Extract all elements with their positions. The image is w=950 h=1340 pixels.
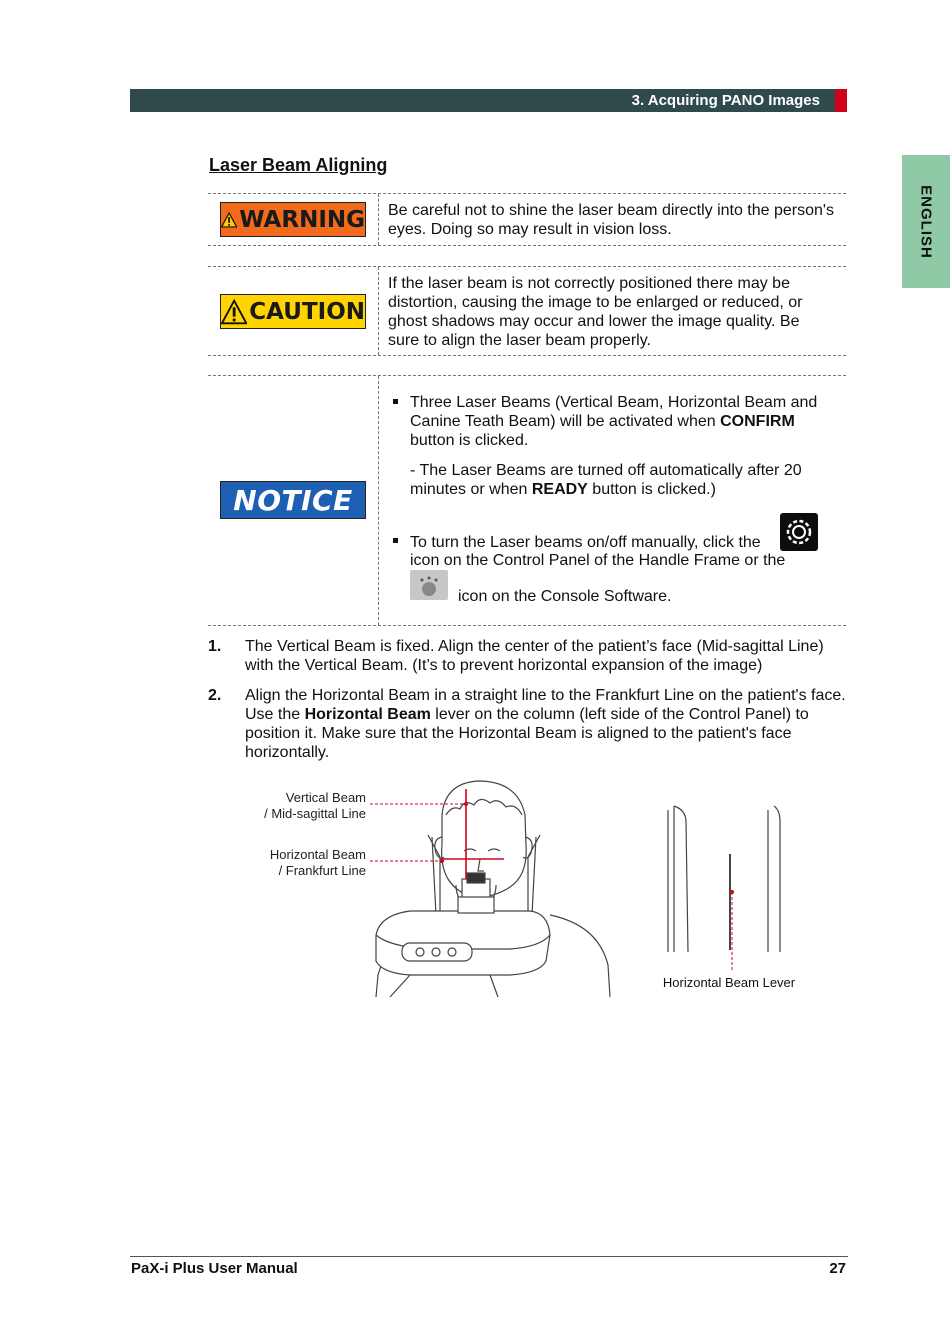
warning-text: Be careful not to shine the laser beam directly into the person's eyes. Doing so may result in vision loss. — [388, 202, 834, 238]
footer-divider — [130, 1256, 848, 1257]
warning-triangle-icon — [221, 206, 237, 234]
warning-badge-label: WARNING — [239, 206, 365, 233]
header-accent — [835, 89, 847, 112]
horizontal-beam-label: Horizontal Beam / Frankfurt Line — [269, 847, 366, 878]
warning-badge — [220, 202, 366, 237]
bullet-icon — [393, 538, 398, 543]
page-number: 27 — [829, 1260, 846, 1277]
patient-positioning-illustration — [370, 775, 615, 1000]
notice-box — [208, 375, 846, 626]
list-item: To turn the Laser beams on/off manually, click the icon on the Control Panel of the Handle Frame or the icon on the Console Software. — [388, 513, 834, 608]
notice-badge — [220, 481, 366, 519]
box-divider — [378, 267, 379, 355]
console-laser-icon — [410, 570, 448, 600]
list-item: 2. Align the Horizontal Beam in a straight line to the Frankfurt Line on the patient's face. Use the Horizontal Beam lever on the column (left side of the Control Panel) to position it. Make sure that the Horizontal Beam is aligned to the patient's face horizontally. — [208, 687, 846, 761]
caution-badge-label: CAUTION — [249, 298, 365, 325]
notice-badge-label: NOTICE — [233, 483, 353, 517]
caution-box — [208, 266, 846, 356]
language-tab — [902, 155, 950, 288]
list-item: 1. The Vertical Beam is fixed. Align the center of the patient’s face (Mid-sagittal Line) with the Vertical Beam. (It’s to prevent horizontal expansion of the image) — [208, 638, 824, 674]
horizontal-beam-lever-label: Horizontal Beam Lever — [662, 975, 796, 990]
box-divider — [378, 194, 379, 245]
section-title: Laser Beam Aligning — [209, 155, 388, 175]
notice-text — [388, 393, 834, 608]
bullet-icon — [393, 399, 398, 404]
warning-box — [208, 193, 846, 246]
caution-triangle-icon — [221, 298, 247, 326]
vertical-beam-label: Vertical Beam / Mid-sagittal Line — [264, 790, 366, 821]
manual-title: PaX-i Plus User Manual — [131, 1260, 298, 1277]
list-item: Three Laser Beams (Vertical Beam, Horizontal Beam and Canine Teath Beam) will be activated when CONFIRM button is clicked. — [388, 393, 834, 450]
language-tab-label: ENGLISH — [917, 184, 935, 259]
column-lever-illustration — [648, 802, 808, 974]
caution-text: If the laser beam is not correctly positioned there may be distortion, causing the image to be enlarged or reduced, or ghost shadows may occur and lower the image quality. Be sure to align the laser beam properly. — [388, 275, 803, 349]
notice-subnote: - The Laser Beams are turned off automatically after 20 minutes or when READY button is clicked.) — [410, 462, 802, 498]
steps-list — [208, 637, 853, 773]
gear-icon — [780, 513, 818, 551]
chapter-title: 3. Acquiring PANO Images — [631, 92, 820, 109]
box-divider — [378, 376, 379, 625]
caution-badge — [220, 294, 366, 329]
